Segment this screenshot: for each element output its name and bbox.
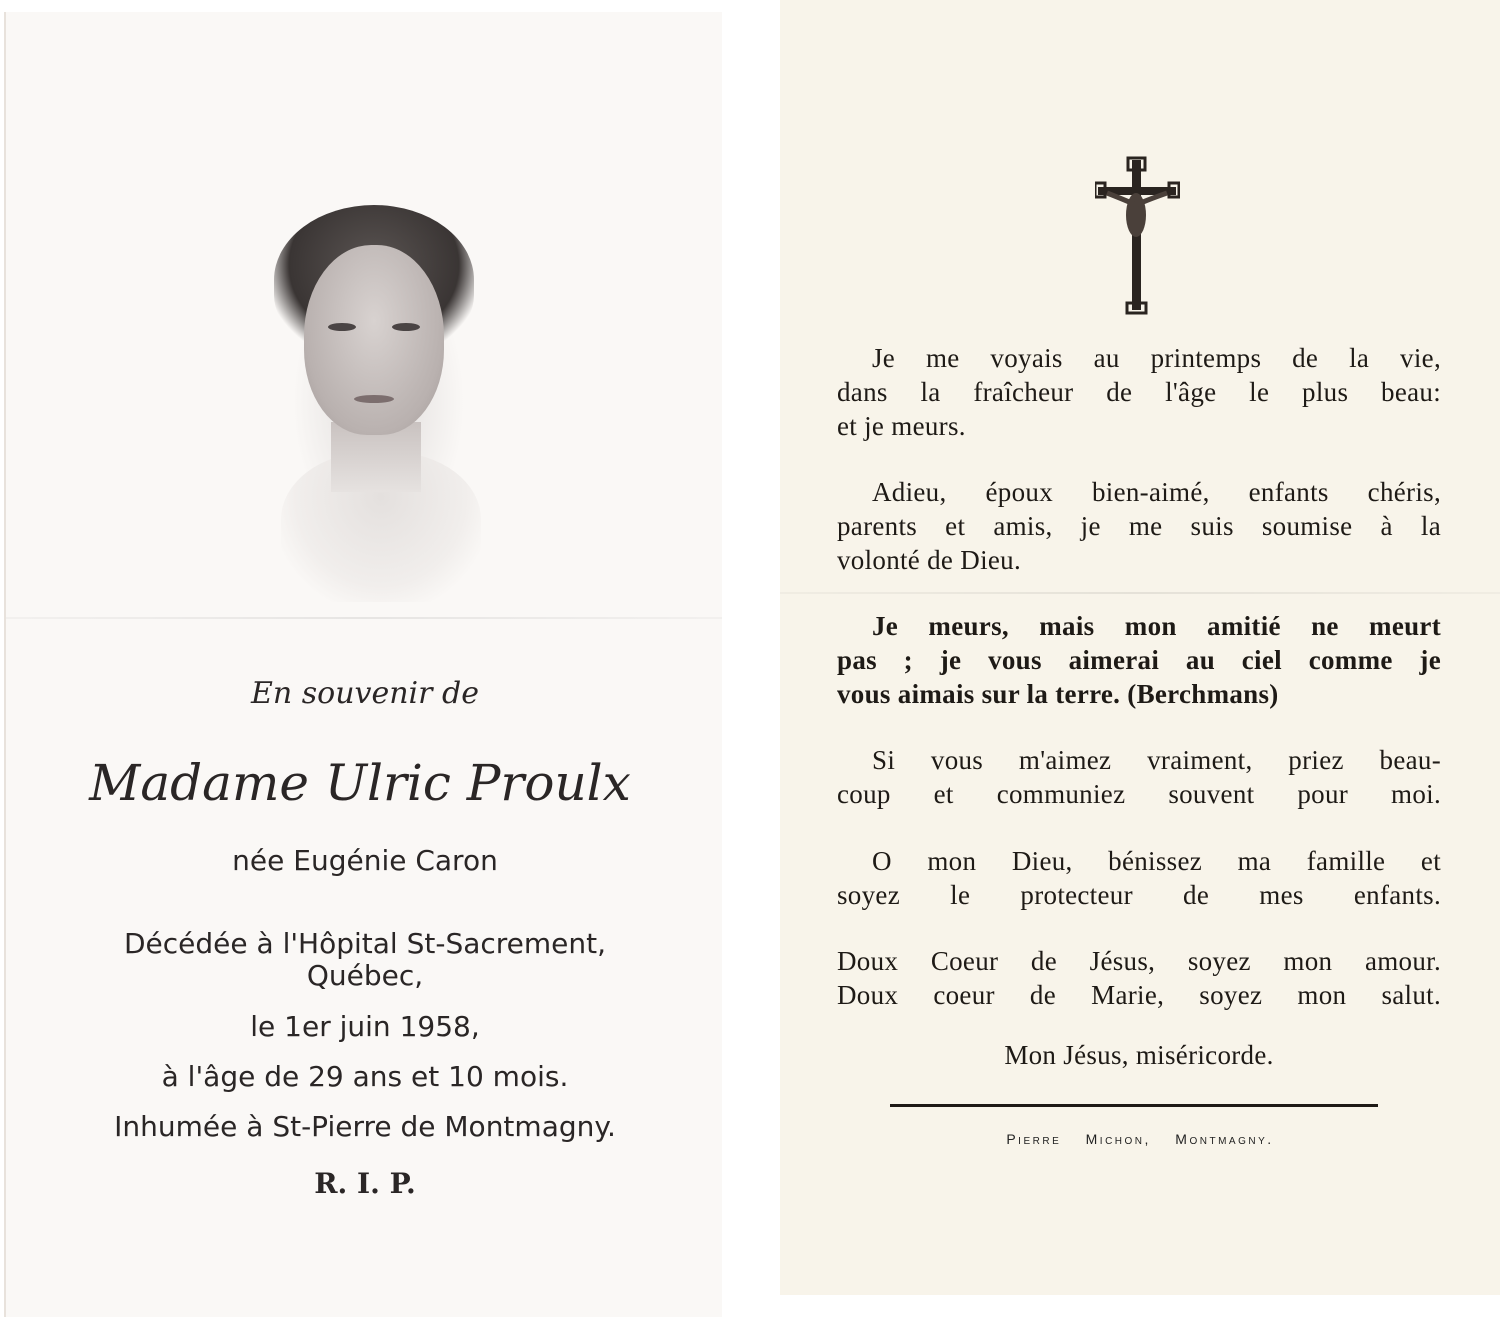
verse-line: Je me voyais au printemps de la vie, <box>872 343 1441 373</box>
memorial-card-front <box>4 12 722 1317</box>
verse-line: coup et communiez souvent pour moi. <box>837 779 1441 809</box>
verse-line: dans la fraîcheur de l'âge le plus beau: <box>837 377 1441 407</box>
age-at-death: à l'âge de 29 ans et 10 mois. <box>161 1060 569 1093</box>
divider-rule <box>890 1104 1378 1107</box>
verse-line: soyez le protecteur de mes enfants. <box>837 880 1441 910</box>
verse-line: O mon Dieu, bénissez ma famille et <box>872 846 1441 876</box>
printer-credit: Pierre Michon, Montmagny. <box>1006 1131 1274 1147</box>
verse-line: Doux Coeur de Jésus, soyez mon amour. <box>837 946 1441 976</box>
fold-crease <box>6 617 722 619</box>
verse-line: parents et amis, je me suis soumise à la <box>837 511 1441 541</box>
verse-line: Adieu, époux bien-aimé, enfants chéris, <box>872 477 1441 507</box>
death-date: le 1er juin 1958, <box>250 1010 480 1043</box>
deceased-name: Madame Ulric Proulx <box>89 754 631 812</box>
verse-line: et je meurs. <box>837 411 966 441</box>
verse-line: Si vous m'aimez vraiment, priez beau- <box>872 745 1441 775</box>
death-place-line-1: Décédée à l'Hôpital St-Sacrement, <box>123 927 607 960</box>
verse-line: vous aimais sur la terre. (Berchmans) <box>837 679 1279 709</box>
memorial-card-back <box>780 0 1500 1295</box>
rip-text: R. I. P. <box>314 1167 416 1200</box>
crucifix-icon <box>1095 155 1180 315</box>
fold-crease <box>780 592 1500 594</box>
intro-text: En souvenir de <box>251 676 479 711</box>
verse-line: Doux coeur de Marie, soyez mon salut. <box>837 980 1441 1010</box>
verse-line: Je meurs, mais mon amitié ne meurt <box>872 611 1441 641</box>
death-place-line-2: Québec, <box>306 959 424 992</box>
verse-line: pas ; je vous aimerai au ciel comme je <box>837 645 1441 675</box>
verse-line: volonté de Dieu. <box>837 545 1022 575</box>
portrait-photo <box>256 197 501 607</box>
maiden-name: née Eugénie Caron <box>232 844 498 877</box>
closing-invocation: Mon Jésus, miséricorde. <box>1004 1040 1274 1070</box>
burial-place: Inhumée à St-Pierre de Montmagny. <box>114 1110 616 1143</box>
